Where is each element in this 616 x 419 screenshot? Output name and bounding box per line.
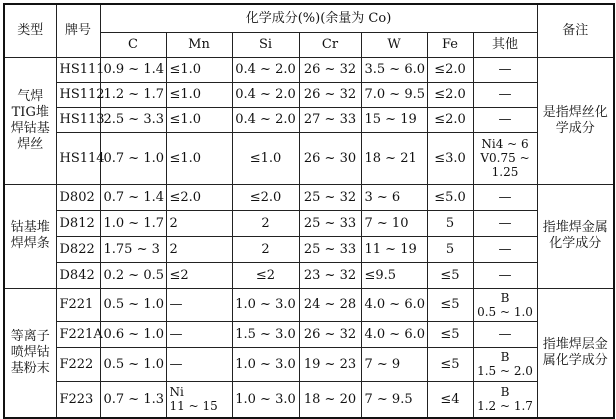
- cell-mn: —: [166, 321, 232, 347]
- cell-other: —: [473, 184, 537, 210]
- cell-mn: ≤1.0: [166, 82, 232, 107]
- header-type: 类型: [4, 4, 56, 57]
- header-element-w: W: [361, 32, 427, 57]
- cell-c: 1.0 ~ 1.7: [100, 210, 166, 236]
- cell-c: 0.2 ~ 0.5: [100, 262, 166, 288]
- cell-other: Ni4 ~ 6 V0.75 ~ 1.25: [473, 132, 537, 184]
- cell-grade: F221A: [56, 321, 100, 347]
- cell-w: 3 ~ 6: [361, 184, 427, 210]
- cell-si: ≤2.0: [232, 184, 299, 210]
- header-element-mn: Mn: [166, 32, 232, 57]
- cell-fe: ≤5: [427, 288, 473, 321]
- cell-w: 7.0 ~ 9.5: [361, 82, 427, 107]
- cell-grade: HS112: [56, 82, 100, 107]
- cell-c: 2.5 ~ 3.3: [100, 107, 166, 132]
- cell-other: —: [473, 236, 537, 262]
- cell-c: 0.7 ~ 1.0: [100, 132, 166, 184]
- cell-mn: ≤1.0: [166, 57, 232, 82]
- cell-other: —: [473, 210, 537, 236]
- cell-c: 0.5 ~ 1.0: [100, 347, 166, 381]
- header-element-si: Si: [232, 32, 299, 57]
- cell-si: ≤2: [232, 262, 299, 288]
- header-element-cr: Cr: [299, 32, 361, 57]
- cell-w: 4.0 ~ 6.0: [361, 321, 427, 347]
- cell-w: ≤9.5: [361, 262, 427, 288]
- cell-si: 1.5 ~ 3.0: [232, 321, 299, 347]
- cell-w: 15 ~ 19: [361, 107, 427, 132]
- cell-fe: ≤2.0: [427, 57, 473, 82]
- cell-mn: —: [166, 288, 232, 321]
- table-row: [4, 236, 614, 262]
- cell-c: 0.9 ~ 1.4: [100, 57, 166, 82]
- cell-cr: 25 ~ 32: [299, 184, 361, 210]
- cell-w: 7 ~ 10: [361, 210, 427, 236]
- cell-grade: D842: [56, 262, 100, 288]
- cell-cr: 25 ~ 33: [299, 236, 361, 262]
- cell-w: 11 ~ 19: [361, 236, 427, 262]
- table-row: [4, 288, 614, 321]
- cell-cr: 23 ~ 32: [299, 262, 361, 288]
- table-row: [4, 132, 614, 184]
- table-row: [4, 57, 614, 82]
- cell-fe: ≤5: [427, 321, 473, 347]
- cell-mn: ≤1.0: [166, 107, 232, 132]
- cell-other: —: [473, 57, 537, 82]
- group-type-cell: 气焊TIG堆焊钴基焊丝: [4, 57, 56, 184]
- table-row: [4, 381, 614, 418]
- cell-w: 7 ~ 9: [361, 347, 427, 381]
- cell-other: B 1.2 ~ 1.7: [473, 381, 537, 418]
- table-row: [4, 184, 614, 210]
- cell-c: 0.6 ~ 1.0: [100, 321, 166, 347]
- cell-cr: 25 ~ 33: [299, 210, 361, 236]
- cell-fe: ≤4: [427, 381, 473, 418]
- cell-other: —: [473, 262, 537, 288]
- cell-mn: ≤2.0: [166, 184, 232, 210]
- group-remark-cell: 指堆焊金属化学成分: [537, 184, 614, 288]
- cell-other: B 0.5 ~ 1.0: [473, 288, 537, 321]
- cell-fe: ≤2.0: [427, 107, 473, 132]
- cell-grade: HS111: [56, 57, 100, 82]
- cell-grade: F222: [56, 347, 100, 381]
- cell-si: 2: [232, 236, 299, 262]
- cell-fe: ≤2.0: [427, 82, 473, 107]
- cell-si: 0.4 ~ 2.0: [232, 82, 299, 107]
- cell-cr: 26 ~ 30: [299, 132, 361, 184]
- group-type-cell: 等离子喷焊钴基粉末: [4, 288, 56, 418]
- cell-other: —: [473, 107, 537, 132]
- cell-grade: F221: [56, 288, 100, 321]
- cell-si: 1.0 ~ 3.0: [232, 381, 299, 418]
- cell-fe: 5: [427, 210, 473, 236]
- cell-cr: 19 ~ 23: [299, 347, 361, 381]
- cell-grade: D822: [56, 236, 100, 262]
- cell-mn: ≤2: [166, 262, 232, 288]
- cell-si: 2: [232, 210, 299, 236]
- table-row: [4, 82, 614, 107]
- table-row: [4, 321, 614, 347]
- cell-c: 1.2 ~ 1.7: [100, 82, 166, 107]
- table-row: [4, 210, 614, 236]
- cell-w: 7 ~ 9.5: [361, 381, 427, 418]
- cell-c: 1.75 ~ 3: [100, 236, 166, 262]
- cell-c: 0.7 ~ 1.4: [100, 184, 166, 210]
- cell-other: —: [473, 82, 537, 107]
- cell-grade: D802: [56, 184, 100, 210]
- cell-fe: ≤5.0: [427, 184, 473, 210]
- cell-mn: 2: [166, 210, 232, 236]
- cell-w: 4.0 ~ 6.0: [361, 288, 427, 321]
- cell-w: 3.5 ~ 6.0: [361, 57, 427, 82]
- cell-si: 1.0 ~ 3.0: [232, 288, 299, 321]
- cell-w: 18 ~ 21: [361, 132, 427, 184]
- group-remark-cell: 指堆焊层金属化学成分: [537, 288, 614, 418]
- header-element-fe: Fe: [427, 32, 473, 57]
- cell-grade: F223: [56, 381, 100, 418]
- cell-other: B 1.5 ~ 2.0: [473, 347, 537, 381]
- cell-si: 0.4 ~ 2.0: [232, 57, 299, 82]
- table-row: [4, 107, 614, 132]
- cell-other: —: [473, 321, 537, 347]
- cell-cr: 26 ~ 32: [299, 321, 361, 347]
- cell-fe: ≤3.0: [427, 132, 473, 184]
- cell-si: 1.0 ~ 3.0: [232, 347, 299, 381]
- group-remark-cell: 是指焊丝化学成分: [537, 57, 614, 184]
- header-element-c: C: [100, 32, 166, 57]
- group-type-cell: 钴基堆焊焊条: [4, 184, 56, 288]
- cell-mn: Ni 11 ~ 15: [166, 381, 232, 418]
- cell-cr: 24 ~ 28: [299, 288, 361, 321]
- table-row: [4, 262, 614, 288]
- cell-cr: 27 ~ 33: [299, 107, 361, 132]
- cell-cr: 26 ~ 32: [299, 57, 361, 82]
- cell-fe: 5: [427, 236, 473, 262]
- header-remark: 备注: [537, 4, 614, 57]
- cell-grade: HS114: [56, 132, 100, 184]
- header-grade: 牌号: [56, 4, 100, 57]
- cell-grade: D812: [56, 210, 100, 236]
- table-row: [4, 347, 614, 381]
- cell-cr: 18 ~ 20: [299, 381, 361, 418]
- cell-si: ≤1.0: [232, 132, 299, 184]
- cell-fe: ≤5: [427, 347, 473, 381]
- cell-fe: ≤5: [427, 262, 473, 288]
- cell-mn: —: [166, 347, 232, 381]
- cell-grade: HS113: [56, 107, 100, 132]
- header-element-other: 其他: [473, 32, 537, 57]
- cell-si: 0.4 ~ 2.0: [232, 107, 299, 132]
- cell-mn: ≤1.0: [166, 132, 232, 184]
- cell-mn: 2: [166, 236, 232, 262]
- header-composition: 化学成分(%)(余量为 Co): [100, 4, 537, 32]
- cell-cr: 26 ~ 32: [299, 82, 361, 107]
- composition-table: [3, 3, 615, 419]
- cell-c: 0.7 ~ 1.3: [100, 381, 166, 418]
- cell-c: 0.5 ~ 1.0: [100, 288, 166, 321]
